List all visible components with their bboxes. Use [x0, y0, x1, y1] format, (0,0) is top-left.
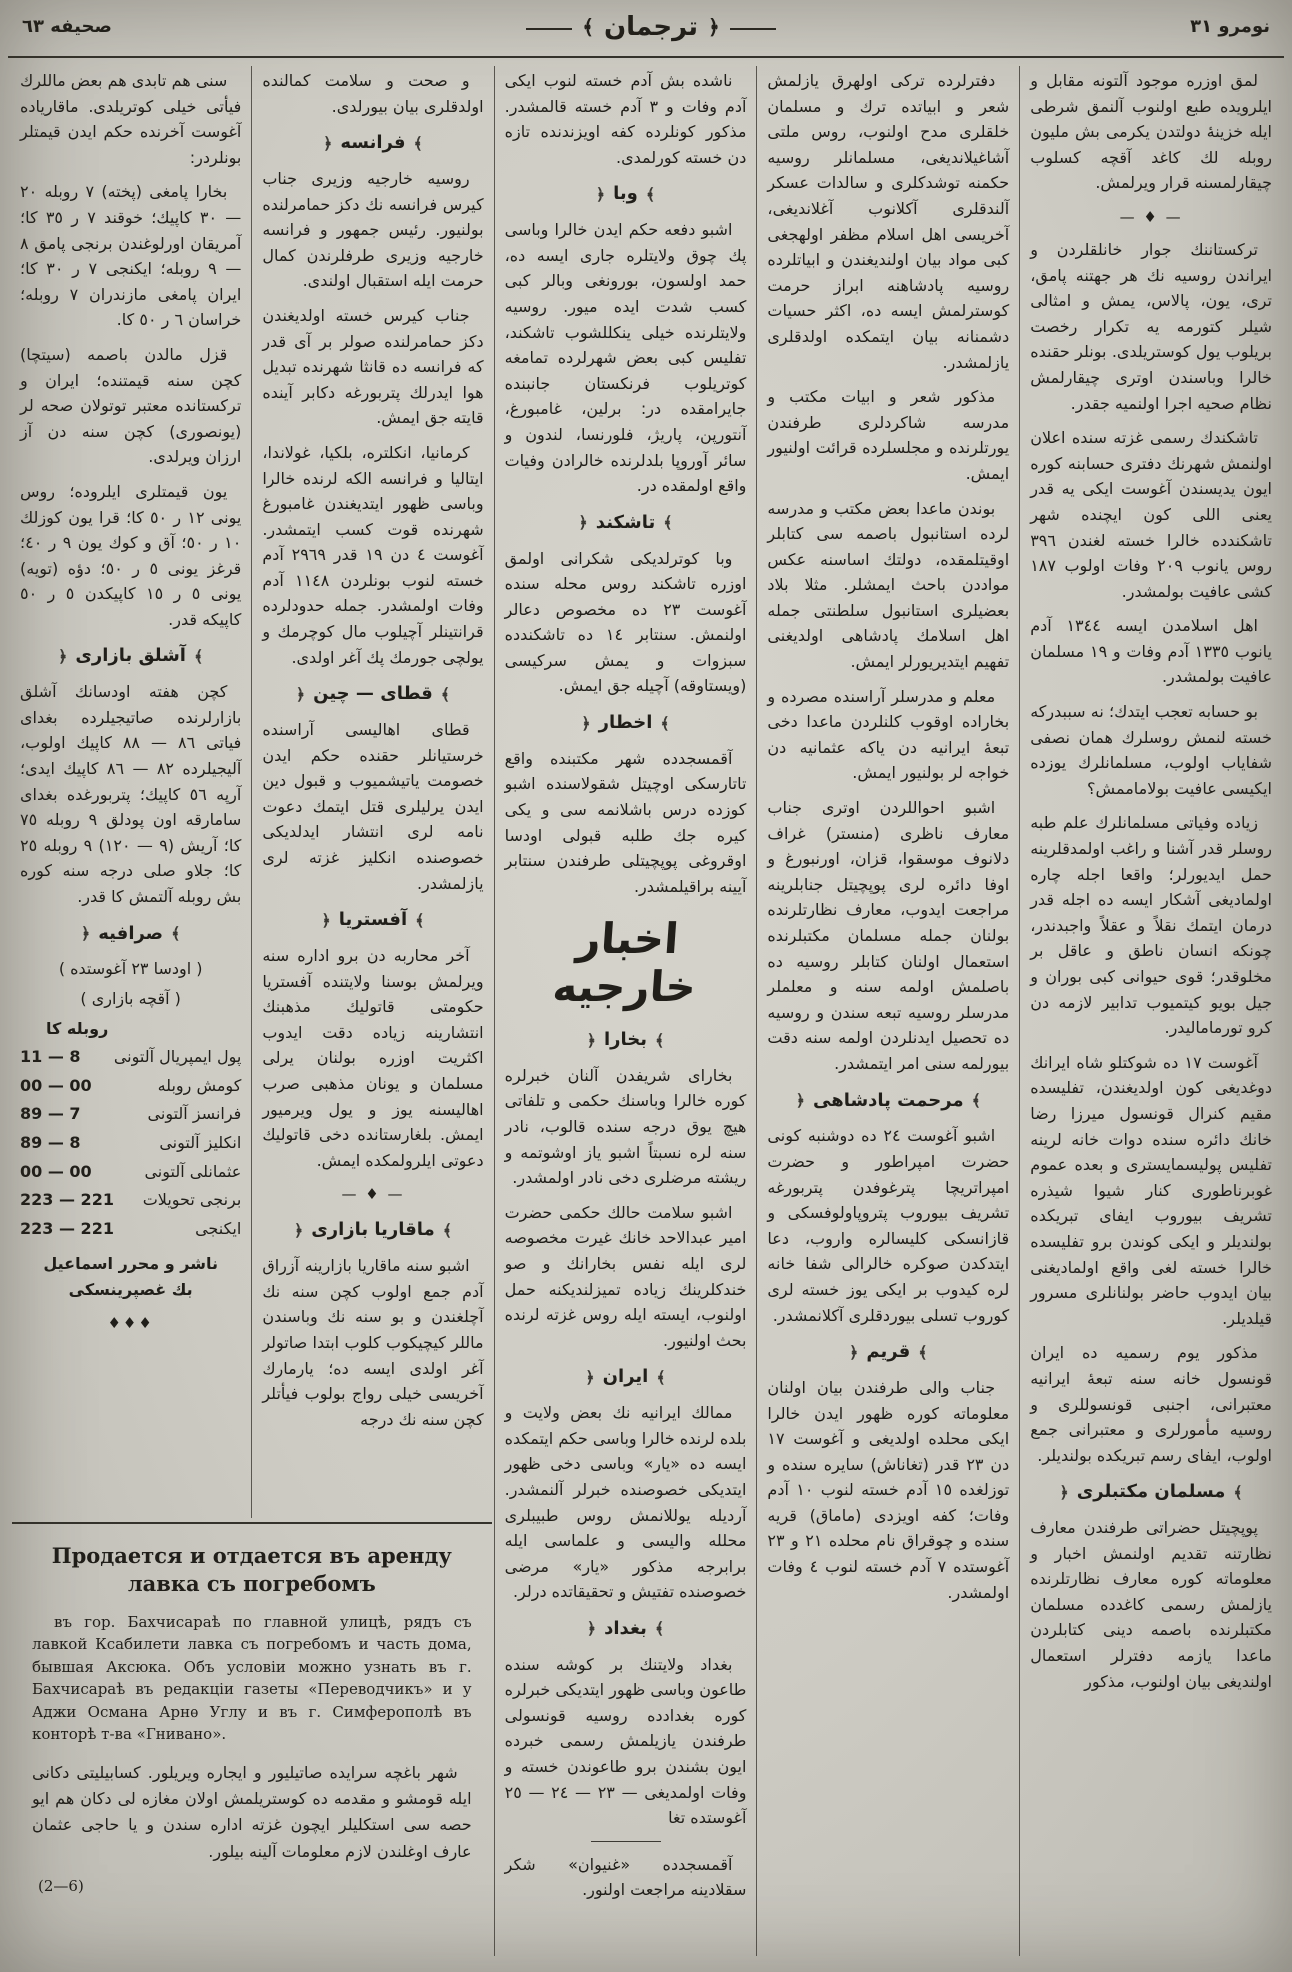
section-title: ماقاريا بازارى — [311, 1219, 435, 1241]
row-value: 89 — 7 — [20, 1104, 81, 1124]
heading-ornament-icon: ﴿ — [586, 1030, 596, 1050]
paragraph: اشبو دفعه حكم ايدن خالرا وباسى پك چوق ولايتلره جارى ايسه ده، حمد اولسون، بورونغى وبالر كبى كسب شدت ايده ميور. روسيه ولايتلرنده خيلى ينكللشوب تاشكند، تفليس كبى بعض شهرلرده تمامغه كوتريلوب فرنكستان جانبنده جايرامقده در: برلين، غامبورغ، آنتورپن، پاريژ، فلورنسا، لندون و سائر آوروپا بلدلرنده خالرادن وفيات واقع اولمقده در. — [504, 220, 747, 496]
left-columns-wrap — [10, 66, 494, 1956]
paragraph: بخارا پامغى (پخته) ٧ روبله ٢٠ — ٣٠ كاپيك؛ خوقند ٧ ر ٣٥ كا؛ آمريقان اورلوغندن برنجى پامق ٨ — ٩ روبله؛ ايكنجى ٧ ر ٣٠ كا؛ ايران پامغى مازندران ٧ روبله؛ خراسان ٦ ر ٥٠ كا. — [20, 182, 242, 330]
paragraph: اشبو سنه ماقاريا بازارينه آزراق آدم جمع اولوب كچن سنه نك آچلغندن و بو سنه نك وباسندن ماللر كيچيكوب كلوب ابتدا صاتولر آغر اولدى ايسه ده؛ يارمارك آخريسى خيلى رواج بولوب فيأتلر كچن سنه نك درجه — [262, 1256, 484, 1429]
row-label: فرانسز آلتونى — [147, 1104, 242, 1124]
row-label: برنجى تحويلات — [142, 1190, 242, 1210]
paragraph: پوپچيتل حضراتى طرفندن معارف نظارتنه تقديم اولنمش اخبار و معلوماته كوره معارف نظارتلرنده يازلمش رسمى كاغدده مسلمان مكتبلرنده باصمه دينى كتابلردن ماعدا يازمه دفترلر استعمال اولنديغى بيان اولنوب، مذكور — [1030, 1518, 1272, 1691]
paragraph: مذكور شعر و ابيات مكتب و مدرسه شاكردلرى طرفندن يورتلرنده و مجلسلرده قرائت اولنيور ايمش. — [767, 387, 1010, 483]
paragraph: آقمسجدده شهر مكتبنده واقع تاتارسكى اوچيتل شقولاسنده اشبو كوزده درس باشلانمه سى و يكى كيره جك طلبه قبولى اودسا اوقروغى پوپچيتلى طرفندن سنتابر آيينه براقيلمشدر. — [504, 748, 747, 896]
section-title: اخطار — [598, 712, 653, 734]
section-title: آفستريا — [338, 909, 408, 931]
heading-ornament-icon: ﴿ — [595, 184, 606, 204]
paragraph: آخر محاربه دن برو اداره سنه ويرلمش بوسنا ولايتنده آفستريا حكومتى قاتوليك مذهبنك انتشارينه زياده دقت ايدوب اكثريت اوزره بولنان يرلى مسلمان و يونان مذهبى صرب اهاليسنه يوز و يول ويرميور ايمش. بلغارستانده دخى قاتوليك دعوتى ايلرولمكده ايمش. — [262, 946, 484, 1170]
paragraph: و صحت و سلامت كمالنده اولدقلرى بيان بيورلدى. — [262, 71, 484, 116]
heading-ornament-icon: ﴿ — [849, 1342, 859, 1362]
row-label: ايكنجى — [195, 1218, 242, 1238]
paragraph: سنى هم تابدى هم بعض ماللرك فيأتى خيلى كوتريلدى. ماقارياده آغوست آخرنده حكم ايدن قيمتلر بونلردر: — [20, 71, 242, 167]
ad-body-arabic: شهر باغچه سرايده صاتيليور و ايجاره ويريلور. كسابيليتى دكانى ايله قومشو و مقدمه ده كوستريلمش اولان مغازه لى دكان هم ايو حصه سى استكليلر ايچون غزته اداره سندن و يا حاجى عثمان عارف اوغلندن لازم معلومات آلينه بيلور. — [32, 1762, 472, 1861]
paragraph: مذكور يوم رسميه ده ايران قونسول خانه سنه تبعهٔ ايرانيه معتبرانى، اجنبى قونسوللرى و روسيه مأمورلرى و معتبرانى جمع اولوب، ايفاى رسم تبريكده بولنديلر. — [1030, 1343, 1272, 1465]
heading-ornament-icon: ﴾ — [918, 1342, 928, 1362]
section-heading — [505, 180, 747, 209]
paragraph: بو حسابه تعجب ايتدك؛ نه سببدركه خسته لنمش روسلرك همان نصفى شفاياب اولوب، مسلمانلرك يوزده ايكيسى عافيت بولاماممش؟ — [1030, 702, 1272, 798]
page-number-label: صحيفه ٦٣ — [22, 16, 112, 37]
masthead-title: ترجمان — [603, 12, 699, 42]
heading-ornament-icon: ﴿ — [581, 713, 591, 733]
section-title: بخارا — [604, 1029, 648, 1051]
heading-ornament-icon: ﴿ — [80, 924, 91, 944]
heading-ornament-icon: ﴾ — [442, 1220, 453, 1240]
row-label: پول ايمپريال آلتونى — [113, 1047, 242, 1067]
section-title: ايران — [602, 1366, 649, 1388]
section-title: آشلق بازارى — [75, 645, 186, 667]
heading-ornament-icon: ﴾ — [440, 684, 451, 704]
section-heading — [1030, 1478, 1272, 1507]
heading-ornament-icon: ﴿ — [795, 1091, 805, 1111]
section-heading — [505, 709, 747, 738]
paragraph: ناشده بش آدم خسته لنوب ايكى آدم وفات و ٣ آدم خسته قالمشدر. مذكور كونلرده كفه اويزندنده تازه دن خسته كورلمدى. — [504, 71, 747, 167]
section-heading — [767, 1087, 1009, 1116]
section-title: بغداد — [604, 1617, 647, 1639]
heading-ornament-icon: ﴿ — [586, 1619, 597, 1639]
row-label: انكليز آلتونى — [159, 1132, 242, 1152]
paragraph: جناب كيرس خسته اولديغندن دكز حمامرلنده صولر بر آى قدر كه فرانسه ده قانثا شهرنده تبديل هوا ايدرلك پتربورغه دكابر آينده قايته جق ايمش. — [262, 305, 484, 428]
section-heading — [262, 1216, 483, 1245]
heading-ornament-icon: ﴾ — [656, 1367, 666, 1387]
column-2 — [756, 66, 1019, 1956]
masthead — [526, 12, 776, 42]
paragraph: بوندن ماعدا بعض مكتب و مدرسه لرده استانبول باصمه سى كتابلر اوقيتلمقده، دولتك اساسنه عكس مواددن باحث ايمشلر. مثلا بلاد بعضيلرى استانبول سلطنتى جمله اهل اسلامك پادشاهى اولديغنى تفهيم ايتديريورلر ايمش. — [767, 498, 1010, 672]
page-header — [0, 0, 1292, 56]
section-title: قطاى — چين — [313, 683, 433, 705]
paragraph: روسيه خارجيه وزيرى جناب كيرس فرانسه نك دكز حمامرلنده بولنيور. رئيس جمهور و فرانسه خارجيه وزيرى طرفلرندن كمال حرمت ايله استقبال اولندى. — [262, 168, 484, 291]
ad-series-mark: (2—6) — [38, 1877, 84, 1896]
column-3 — [494, 66, 757, 1956]
ad-title: Продается и отдается въ аренду лавка съ погребомъ — [51, 1543, 452, 1597]
row-label: عثمانلى آلتونى — [144, 1161, 242, 1181]
table-row — [20, 1216, 241, 1242]
left-columns — [10, 66, 494, 1518]
paragraph: جناب والى طرفندن بيان اولنان معلوماته كوره ظهور ايدن خالرا ايكى محلده اولديغى و آغوست ١٧ دن ٢٣ قدر (تغاناش) سايره سنده و توزلغده ١٥ آدم خسته لنوب ١٠ آدم وفات؛ كفه اويزدى (ماماق) قريه سنده و چوقراق نام محلده ٢١ و ٢٣ آغوستده ٧ آدم خسته لنوب ٤ وفات اولمشدر. — [767, 1377, 1010, 1602]
section-title: مسلمان مكتبلرى — [1076, 1481, 1226, 1503]
paragraph: اشبو آغوست ٢٤ ده دوشنبه كونى حضرت امپراطور و حضرت امپراتريچا پترغوفدن پتربورغه تشريف بيوروب پتروپاولوفسكى و قازانسكى كليسالره واروب، دعا ايتدكدن صوكره خالرالى شفا خانه لره كيدوب بر ايكى يوز خسته لرى كوروب تسلى بيوردقلرى آكلانمشدر. — [767, 1126, 1010, 1325]
section-heading — [505, 509, 747, 538]
issue-number-label: نومرو ٣١ — [1190, 16, 1270, 37]
heading-ornament-icon: ﴾ — [660, 713, 670, 733]
centered-note: ( اودسا ٢٣ آغوستده ) — [58, 959, 203, 979]
masthead-rule-right — [730, 28, 776, 30]
paragraph: تركستاننك جوار خانلقلردن و ايراندن روسيه نك هر جهتنه پامق، ترى، يون، پالاس، يمش و امثالى شيلر كتورمه يه تكرار رخصت بريلوب يول كوستريلدى. بونلر حقنده خالرا وباسندن اوترى چيقارلمش نظام صحيه اجرا اولنميه جقدر. — [1030, 239, 1272, 413]
paragraph: كچن هفته اودسانك آشلق بازارلرنده صاتيجيلرده بغداى فياتى ٨٦ — ٨٨ كاپيك اولوب، آليجيلرده ٨٢ — ٨٦ كاپيك ايدى؛ آرپه ٥٦ كاپيك؛ پتربورغده بغداى سامارقه اون پودلق ٩ روبله ٧٥ كا؛ آريش (٩ — ١٢٠) ٩ روبله ٢٥ كا؛ جلاو صلى درجه سنه كوره بش روبله آلتمش كا قدر. — [20, 682, 242, 907]
heading-ornament-icon: ﴾ — [971, 1091, 981, 1111]
table-row — [20, 1187, 241, 1213]
paragraph: لمق اوزره موجود آلتونه مقابل و ايلرويده طبع اولنوب آلنمق شرطى ايله خزينهٔ دولتدن يكرمى بش مليون روبله لك كاغد آقچه كسلوب چيقارلمسنه قرار ويرلمش. — [1030, 71, 1272, 193]
table-row — [20, 1044, 241, 1070]
section-heading — [20, 642, 241, 671]
masthead-ornament-icon: ﴿ — [708, 15, 720, 39]
heading-ornament-icon: ﴿ — [578, 513, 588, 533]
masthead-ornament-icon: ﴾ — [582, 15, 594, 39]
heading-ornament-icon: ﴾ — [645, 184, 656, 204]
section-heading — [262, 680, 483, 709]
column-4 — [251, 66, 493, 1518]
short-rule — [591, 1841, 661, 1842]
section-heading — [505, 1363, 747, 1392]
publisher-line: ناشر و محرر اسماعيل بك غصپرينسكى — [43, 1254, 218, 1299]
heading-ornament-icon: ﴿ — [323, 133, 333, 153]
paragraph: اشبو احواللردن اوترى جناب معارف ناظرى (منستر) غراف دلانوف موسقوا، قزان، اورنبورغ و اوفا دائره لرى پوپچيتل جنابلرينه مراجعت ايدوب، معارف نظارتلرنده بولنان جمله مسلمان مكتبلرنده استعمال اولنان كتابلر روسيه ده باصلمش اولمه سنه و معلملر مدرسلر روسيه تبعه سندن و روسيه ده تحصيل ايدنلردن اولمه سنه دقت بيورلمه سنى امر ايتمشدر. — [767, 798, 1010, 1073]
heading-ornament-icon: ﴾ — [1233, 1482, 1243, 1502]
heading-ornament-icon: ﴿ — [293, 1220, 304, 1240]
paragraph: كرمانيا، انكلتره، بلكيا، غولاندا، ايتاليا و فرانسه الكه لرنده خالرا وباسى ظهور ايتديغندن غامبورغ شهرنده قوت كسب ايتمشدر. آغوست ٤ دن ١٩ قدر ٢٩٦٩ آدم خسته لنوب بونلردن ١١٤٨ آدم وفات اولمشدر. جمله حدودلرده قرانتينلر آچيلوب مال كوچرمك و يولچى جورمك پك آغر اولدى. — [262, 442, 484, 667]
columns-area — [0, 58, 1292, 1966]
heading-ornament-icon: ﴾ — [655, 1030, 665, 1050]
section-title: قريم — [866, 1341, 911, 1363]
row-value: 00 — 00 — [20, 1075, 92, 1095]
heading-ornament-icon: ﴾ — [415, 910, 425, 930]
ornament-separator: — ♦ — — [1119, 207, 1183, 226]
heading-ornament-icon: ﴿ — [57, 647, 68, 667]
paragraph: قطاى اهاليسى آراسنده خرستيانلر حقنده حكم ايدن خصومت ياتيشميوب و قبول دين ايدن يرليلرى قتل ايتمك دعوت نامه لرى انتشار ايدلديكى خصوصنده انكليز غزته لرى يازلمشدر. — [262, 720, 484, 893]
paragraph: اشبو سلامت حالك حكمى حضرت امير عبدالاحد خانك غيرت مخصوصه لرى ايله نفس بخارانك و صو خندكلرينك زياده تميزلنديكنه حمل اولنوب، ايسته ايله روس غزته لرنده بحث اولنيور. — [504, 1202, 747, 1350]
ad-top-rule — [12, 1522, 492, 1524]
paragraph: تاشكندك رسمى غزته سنده اعلان اولنمش شهرنك دفترى حسابنه كوره ايون يديسندن آغوست ايكى يه قدر يعنى اللى كون ايچنده شهر تاشكندده خالرا خسته لغندن ٣٩٦ روس يانوب ٢٠٩ وفات اولوب ١٨٧ كشى عافيت بولمشدر. — [1030, 428, 1272, 601]
table-row — [20, 1159, 241, 1185]
centered-note: ( آقچه بازارى ) — [80, 989, 181, 1008]
row-label: كومش روبله — [157, 1075, 242, 1095]
column-1 — [1019, 66, 1282, 1956]
classified-ad — [10, 1528, 494, 1956]
section-title: صرافيه — [98, 922, 164, 944]
heading-ornament-icon: ﴿ — [1059, 1482, 1069, 1502]
currency-table — [20, 1016, 241, 1242]
paragraph: آقمسجدده «غنيوان» شكر سقلادينه مراجعت اولنور. — [504, 1854, 747, 1900]
masthead-rule-left — [526, 28, 572, 30]
table-header: روبله كا — [46, 1018, 109, 1038]
section-title: وبا — [613, 183, 638, 205]
section-heading — [262, 129, 483, 158]
heading-ornament-icon: ﴾ — [171, 924, 181, 944]
row-value: 11 — 8 — [20, 1047, 81, 1067]
section-heading — [262, 906, 483, 935]
section-heading — [767, 1338, 1009, 1367]
heading-ornament-icon: ﴾ — [663, 513, 673, 533]
paragraph: آغوست ١٧ ده شوكتلو شاه ايرانك دوغديغى كون اولديغندن، تفليسده مقيم كنرال قونسول ميرزا رضا خانك دائره سنده دوات خانه لرينه تفليس پوليسمايسترى و بعده عموم غوبرناطورى كنار شيوا شيذره تشريف بيوروب ايفاى تبريكده بولنديلر و ايكى كوندن برو تفليسده خالرا خسته لغى واقع اولماديغنى بيان ايدوب حاضر بولنانلرى مسرور قيلديلر. — [1030, 1052, 1272, 1328]
paragraph: اهل اسلامدن ايسه ١٣٤٤ آدم يانوب ١٣٣٥ آدم وفات و ١٩ مسلمان عافيت بولمشدر. — [1030, 616, 1272, 687]
row-value: 223 — 221 — [20, 1190, 114, 1210]
row-value: 00 — 00 — [20, 1161, 92, 1181]
heading-ornament-icon: ﴿ — [585, 1367, 595, 1387]
column-5 — [10, 66, 251, 1518]
paragraph: وبا كوترلديكى شكرانى اولمق اوزره تاشكند روس محله سنده آغوست ٢٣ ده مخصوص دعالر اولنمش. سنتابر ١٤ ده تاشكندده سبزوات و يمش سركيسى (ويستاوقه) آچيله جق ايمش. — [504, 548, 747, 696]
paragraph: ممالك ايرانيه نك بعض ولايت و بلده لرنده خالرا وباسى حكم ايتمكده ايسه ده «يار» وباسى دخى ظهور ايتديكى خصوصنده خبرلر آلنمشدر. آرديله يوللانمش روس طبيبلرى محلله واليسى و علماسى ايله برابرجه مذكور «يار» مرضى خصوصنده تفتيش و تحقيقاتده درلر. — [504, 1403, 747, 1602]
ornament-separator: ♦♦♦ — [107, 1313, 154, 1332]
foreign-news-masthead: اخبار خارجيه — [550, 914, 698, 1012]
section-heading — [505, 1615, 747, 1644]
section-title: تاشكند — [595, 511, 656, 533]
row-value: 89 — 8 — [20, 1132, 81, 1152]
heading-ornament-icon: ﴾ — [193, 647, 204, 667]
section-heading — [20, 920, 241, 949]
section-title: فرانسه — [340, 132, 406, 154]
table-row — [20, 1101, 241, 1127]
paragraph: بخاراى شريفدن آلنان خبرلره كوره خالرا وباسنك حكمى و تلفاتى هيچ يوق درجه سنده قالوب، نادر سنه لره نسبتاً اشبو ياز اوشوتمه و ريشته مرضلرى دخى نادر اولمشدر. — [504, 1065, 747, 1188]
section-heading — [505, 1026, 747, 1055]
section-title: مرحمت پادشاهى — [813, 1089, 964, 1111]
paragraph: يون قيمتلرى ايلروده؛ روس يونى ١٢ ر ٥٠ كا؛ قرا يون كوزلك ١٠ ر ٥٠؛ آق و كوك يون ٩ ر ٤٠؛ قرغز يونى ٥ ر ٥٠؛ دؤه (تويه) يونى ٥ ر ١٥ كاپيكدن ٥ ر ٥٠ كاپيكه قدر. — [20, 481, 242, 629]
heading-ornament-icon: ﴿ — [321, 910, 331, 930]
ad-body-russian: въ гор. Бахчисараѣ по главной улицѣ, рядъ съ лавкой Ксабилети лавка съ погребомъ и часть дома, бывшая Аксюка. Объ условіи можно узнать въ г. Бахчисараѣ въ редакціи газеты «Переводчикъ» и у Аджи Османа Арнѳ Углу и въ г. Симферополѣ въ конторѣ т-ва «Гнивано». — [32, 1612, 472, 1744]
paragraph: معلم و مدرسلر آراسنده مصرده و بخاراده اوقوب كلنلردن ماعدا دخى تبعهٔ ايرانيه دن ياكه عثمانيه دن خواجه لر بولنيور ايمش. — [767, 686, 1010, 783]
heading-ornament-icon: ﴾ — [413, 133, 423, 153]
paragraph: بغداد ولايتنك بر كوشه سنده طاعون وباسى ظهور ايتديكى خبرلره كوره بغدادده روسيه قونسولى طرفندن يازيلمش رسمى خبرده ايون بشندن برو طاعوندن خسته و وفات اولمديغى — ٢٣ — ٢٤ — ٢٥ آغوستده تغا — [504, 1654, 747, 1828]
table-row — [20, 1073, 241, 1099]
ornament-separator: — ♦ — — [341, 1185, 405, 1204]
paragraph: قزل مالدن باصمه (سيتچا) كچن سنه قيمتنده؛ ايران و تركستانده معتبر توتولان صحه لر (يونصورى) كچن سنه دن آز ارزان ويرلدى. — [20, 344, 242, 467]
heading-ornament-icon: ﴿ — [295, 684, 306, 704]
row-value: 223 — 221 — [20, 1218, 114, 1238]
paragraph: زياده وفياتى مسلمانلرك علم طبه روسلر قدر آشنا و راغب اولمدقلرينه حمل ايديورلر؛ واقعا اجله چاره اولماديغى آشكار ايسه ده اجله قدر درمان ايتمك نقلاً و عقلاً واجبدندر، چونكه انسان ناطق و عاقل بر مخلوقدر؛ قوى حيوانى كبى بوران و جيل بويو كيتميوب تدابير لازمه دن كرو تورماماليدر. — [1030, 813, 1272, 1038]
table-row — [20, 1130, 241, 1156]
paragraph: دفترلرده تركى اولهرق يازلمش شعر و ابياتده ترك و مسلمان خلقلرى مدح اولنوب، روس ملتى آشاغيلانديغى، مسلمانلر روسيه حكمنه توشدكلرى و سالدات عسكر آلندقلرى آكلانوب آغلانديغى، آخريسى اهل اسلام مظفر اولهجغى كبى مواد بيان اولنديغندن و ابياتلرده روسيه پادشاهنه ابراز حرمت كوسترلمش ايسه ده، اكثر حسيات دشمنانه بيان ايتمكده اولدقلرى يازلمشدر. — [767, 71, 1010, 372]
heading-ornament-icon: ﴾ — [654, 1619, 665, 1639]
